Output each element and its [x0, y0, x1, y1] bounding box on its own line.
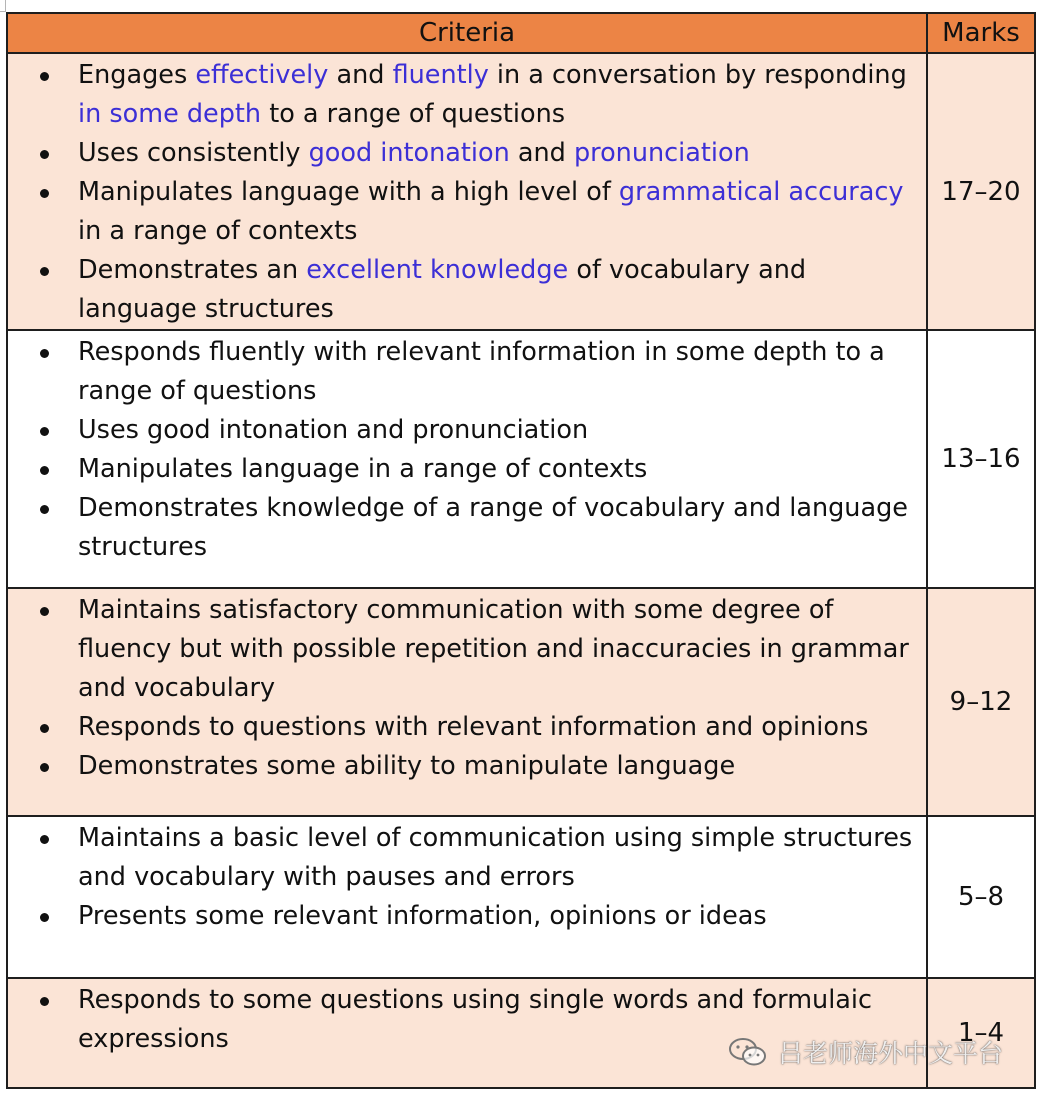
criterion-text: Manipulates language in a range of contexts: [78, 454, 648, 484]
marks-cell: 9–12: [927, 588, 1035, 816]
criteria-cell: [7, 816, 927, 978]
criterion-text: and: [328, 60, 393, 90]
criterion-item: [8, 747, 916, 786]
criterion-text: of vocabulary and language structures: [78, 255, 807, 324]
criterion-text: Demonstrates an: [78, 255, 307, 285]
criterion-text: Maintains satisfactory communication with some degree of fluency but with possible repetition and inaccuracies in grammar and vocabulary: [78, 595, 909, 703]
criterion-item: [8, 56, 916, 134]
band-row: [7, 816, 1035, 978]
highlighted-phrase: excellent knowledge: [306, 255, 569, 285]
marks-cell: 17–20: [927, 53, 1035, 330]
criterion-text: Responds fluently with relevant information in some depth to a range of questions: [78, 337, 885, 406]
criteria-header: Criteria: [7, 13, 927, 53]
criteria-list: [8, 589, 926, 786]
wechat-icon: [728, 1036, 768, 1068]
criterion-text: Responds to questions with relevant information and opinions: [78, 712, 869, 742]
band-row: [7, 588, 1035, 816]
header-row: [7, 13, 1035, 53]
marking-rubric-table: [6, 12, 1036, 1089]
criterion-text: and: [509, 138, 574, 168]
criteria-cell: [7, 53, 927, 330]
criteria-list: [8, 331, 926, 567]
highlighted-phrase: grammatical accuracy: [618, 177, 904, 207]
criteria-list: [8, 54, 926, 329]
highlighted-phrase: pronunciation: [573, 138, 750, 168]
criterion-text: Manipulates language with a high level of: [78, 177, 619, 207]
criterion-text: Engages: [78, 60, 196, 90]
marks-header: Marks: [927, 13, 1035, 53]
watermark-text: 吕老师海外中文平台: [778, 1039, 1004, 1068]
criterion-item: [8, 489, 916, 567]
criterion-text: Maintains a basic level of communication using simple structures and vocabulary with pauses and errors: [78, 823, 913, 892]
criterion-item: [8, 333, 916, 411]
criterion-item: [8, 591, 916, 708]
criterion-text: in a range of contexts: [78, 216, 358, 246]
criteria-cell: [7, 588, 927, 816]
band-row: [7, 330, 1035, 588]
criterion-item: [8, 708, 916, 747]
criterion-text: to a range of questions: [261, 99, 566, 129]
criterion-text: Demonstrates some ability to manipulate language: [78, 751, 736, 781]
criteria-list: [8, 817, 926, 936]
marks-cell: 5–8: [927, 816, 1035, 978]
criterion-text: Responds to some questions using single words and formulaic expressions: [78, 985, 873, 1054]
criterion-item: [8, 819, 916, 897]
criterion-text: Presents some relevant information, opinions or ideas: [78, 901, 767, 931]
band-row: [7, 53, 1035, 330]
highlighted-phrase: fluently: [392, 60, 489, 90]
criterion-text: Demonstrates knowledge of a range of vocabulary and language structures: [78, 493, 908, 562]
criterion-item: [8, 251, 916, 329]
criterion-text: in a conversation by responding: [488, 60, 907, 90]
criteria-cell: [7, 330, 927, 588]
criterion-item: [8, 134, 916, 173]
criterion-item: [8, 411, 916, 450]
criterion-text: Uses good intonation and pronunciation: [78, 415, 589, 445]
criterion-item: [8, 173, 916, 251]
highlighted-phrase: effectively: [195, 60, 329, 90]
criterion-text: Uses consistently: [78, 138, 309, 168]
marks-cell: 1–4: [927, 978, 1035, 1088]
watermark: [728, 1032, 1003, 1072]
marks-cell: 13–16: [927, 330, 1035, 588]
criterion-item: [8, 450, 916, 489]
highlighted-phrase: good intonation: [308, 138, 510, 168]
criterion-item: [8, 897, 916, 936]
highlighted-phrase: in some depth: [78, 99, 262, 129]
